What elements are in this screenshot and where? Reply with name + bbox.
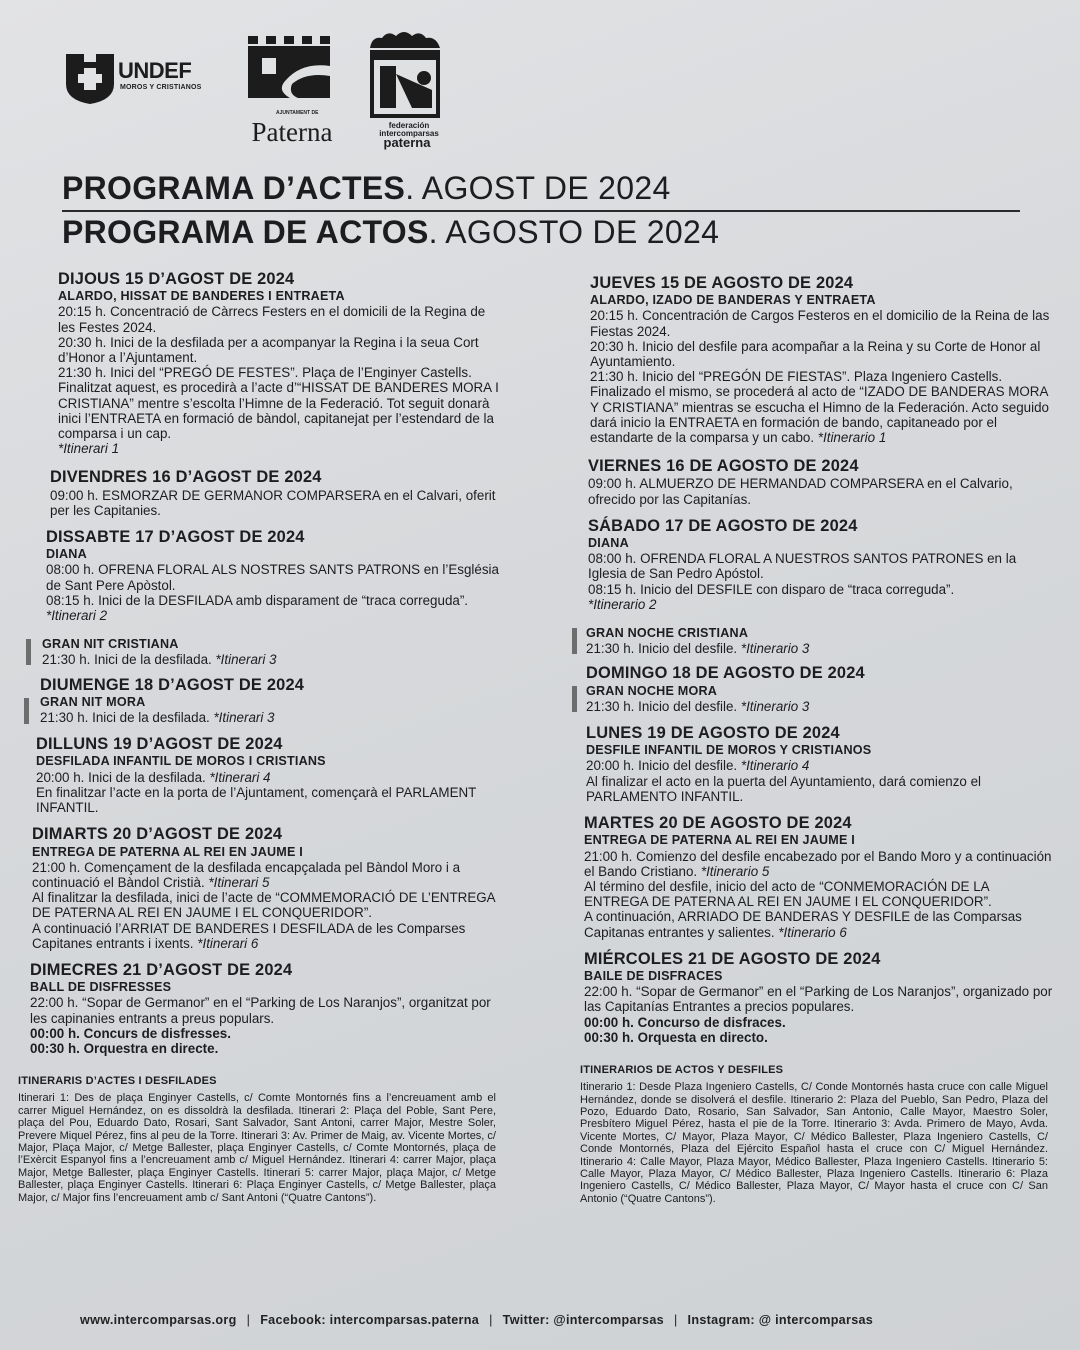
federacion-logo — [362, 28, 452, 148]
footer-social — [80, 1313, 1000, 1327]
footer-separator: | — [673, 1313, 678, 1327]
event-line: A continuació l’ARRIAT DE BANDERES I DESFILADA de les Comparses Capitanes entrants i ixents. — [32, 920, 466, 951]
itinerary-ref: *Itinerari 1 — [58, 441, 120, 457]
undef-logo — [62, 50, 212, 110]
day-block — [50, 470, 500, 518]
marker-bar — [572, 686, 577, 712]
event-line: En finalitzar l’acte en la porta de l’Ajuntament, començarà el PARLAMENT INFANTIL. — [36, 784, 477, 816]
event-line: 00:30 h. Orquestra en directe. — [30, 1040, 219, 1056]
event-line: 20:30 h. Inici de la desfilada per a acompanyar la Regina i la seua Cort d’Honor a l’Ajuntament. — [58, 334, 479, 366]
twitter-link[interactable]: Twitter: @intercomparsas — [502, 1313, 664, 1327]
event-line: 08:15 h. Inicio del DESFILE con disparo de “traca correguda”. — [588, 581, 955, 597]
itinerary-ref: *Itinerario 1 — [817, 430, 887, 446]
event-line: 21:30 h. Inici del “PREGÓ DE FESTES”. Plaça de l’Enginyer Castells. Finalitzat aquest, es procedirà a l’acte d’“HISSAT DE BANDERES MORA I CRISTIANA” mentre s’escolta l’Himne de la Federació. Tot seguit donarà inici l’ENTRAETA en formació de bàndol, capitanejat per l’estendard de la comparsa i un cap. — [58, 365, 499, 442]
title-castellano — [62, 214, 719, 251]
itinerary-section — [580, 1063, 1048, 1205]
title-divider — [62, 210, 1020, 212]
day-block — [46, 530, 500, 623]
day-block — [32, 827, 500, 951]
event-line: 09:00 h. ESMORZAR DE GERMANOR COMPARSERA en el Calvari, oferit per les Capitanies. — [50, 487, 496, 518]
event-line: Al finalitzar la desfilada, inici de l’acte de “COMMEMORACIÓ DE L’ENTREGA DE PATERNA AL REI EN JAUME I EL CONQUERIDOR”. — [32, 890, 495, 921]
event-line: 08:00 h. OFRENA FLORAL ALS NOSTRES SANTS PATRONS en l’Església de Sant Pere Apòstol. — [46, 562, 499, 593]
column-valenciano — [18, 270, 500, 1204]
title-valenciano-bold: PROGRAMA D’ACTES — [62, 170, 406, 206]
day-block — [40, 675, 500, 726]
day-subtitle: ENTREGA DE PATERNA AL REI EN JAUME I — [584, 833, 855, 848]
day-title: DOMINGO 18 DE AGOSTO DE 2024 — [586, 664, 865, 683]
logo-row — [62, 28, 482, 158]
event-line: 00:00 h. Concurs de disfresses. — [30, 1025, 231, 1041]
marker-bar — [26, 639, 31, 665]
day-title: DIVENDRES 16 D’AGOST DE 2024 — [50, 468, 322, 487]
day-block — [584, 949, 1054, 1045]
event-line: 20:15 h. Concentració de Càrrecs Festers en el domicili de la Regina de les Festes 2024. — [58, 304, 486, 335]
day-subtitle: GRAN NIT MORA — [40, 694, 146, 709]
itinerary-ref: *Itinerari 2 — [46, 608, 108, 624]
instagram-link[interactable]: Instagram: @ intercomparsas — [687, 1313, 874, 1327]
event-line: 09:00 h. ALMUERZO DE HERMANDAD COMPARSERA en el Calvario, ofrecido por las Capitanías. — [588, 476, 1013, 507]
day-block — [42, 637, 500, 667]
itinerary-ref: *Itinerario 3 — [740, 641, 810, 657]
day-title: DIMARTS 20 D’AGOST DE 2024 — [32, 825, 283, 844]
title-valenciano-rest: . AGOST DE 2024 — [405, 170, 671, 206]
castle-icon — [362, 28, 452, 120]
event-line: 20:00 h. Inicio del desfile. — [586, 758, 738, 774]
title-valenciano — [62, 170, 671, 207]
day-title: DIMECRES 21 D’AGOST DE 2024 — [30, 960, 293, 979]
federacion-line2: paterna — [383, 135, 431, 150]
day-subtitle: GRAN NIT CRISTIANA — [42, 637, 179, 652]
itinerary-ref: *Itinerari 6 — [197, 935, 259, 951]
footer-separator: | — [246, 1313, 251, 1327]
event-line: 21:30 h. Inici de la desfilada. — [42, 652, 212, 668]
itinerary-ref: *Itinerario 6 — [778, 924, 847, 940]
undef-shield-icon — [62, 50, 118, 106]
column-castellano — [580, 274, 1054, 1205]
ayuntamiento-name: Paterna — [251, 117, 333, 147]
day-subtitle: BAILE DE DISFRACES — [584, 968, 723, 983]
tower-icon — [232, 28, 352, 110]
day-title: DILLUNS 19 D’AGOST DE 2024 — [36, 735, 283, 754]
day-block — [30, 960, 500, 1056]
itinerary-ref: *Itinerari 3 — [213, 710, 275, 726]
itinerary-heading: ITINERARIOS DE ACTOS Y DESFILES — [580, 1063, 784, 1076]
day-block — [584, 816, 1054, 940]
event-line: 20:15 h. Concentración de Cargos Festeros en el domicilio de la Reina de las Fiestas 2024. — [590, 308, 1050, 339]
footer-separator: | — [489, 1313, 493, 1327]
day-title: MIÉRCOLES 21 DE AGOSTO DE 2024 — [584, 949, 881, 968]
day-subtitle: ALARDO, HISSAT DE BANDERES I ENTRAETA — [58, 289, 345, 304]
event-line: 21:30 h. Inici de la desfilada. — [40, 710, 210, 726]
marker-bar — [572, 628, 577, 654]
event-line: 22:00 h. “Sopar de Germanor” en el “Parking de Los Naranjos”, organizado por las Capitanías Entrantes a precios populares. — [584, 984, 1053, 1015]
undef-name: UNDEF — [118, 58, 192, 83]
event-line: Al término del desfile, inicio del acto de “CONMEMORACIÓN DE LA ENTREGA DE PATERNA AL REI EN JAUME I EL CONQUERIDOR”. — [584, 878, 992, 910]
day-subtitle: ENTREGA DE PATERNA AL REI EN JAUME I — [32, 844, 303, 859]
website-link[interactable]: www.intercomparsas.org — [80, 1313, 237, 1327]
itinerary-heading: ITINERARIS D’ACTES I DESFILADES — [18, 1075, 217, 1088]
day-subtitle: GRAN NOCHE CRISTIANA — [586, 626, 749, 641]
day-block — [36, 737, 500, 815]
itinerary-ref: *Itinerario 4 — [740, 758, 810, 774]
day-subtitle: GRAN NOCHE MORA — [586, 683, 718, 698]
day-title: MARTES 20 DE AGOSTO DE 2024 — [584, 814, 852, 833]
event-line: 21:00 h. Comienzo del desfile encabezado por el Bando Moro y a continuación el Bando Cristiano. — [584, 848, 1052, 879]
event-line: 08:00 h. OFRENDA FLORAL A NUESTROS SANTOS PATRONES en la Iglesia de San Pedro Apóstol. — [588, 551, 1017, 582]
itinerary-section — [18, 1074, 496, 1204]
event-line: 08:15 h. Inici de la DESFILADA amb disparament de “traca correguda”. — [46, 592, 469, 608]
day-title: DIJOUS 15 D’AGOST DE 2024 — [58, 270, 295, 288]
day-title: DISSABTE 17 D’AGOST DE 2024 — [46, 528, 305, 547]
event-line: 20:30 h. Inicio del desfile para acompañar a la Reina y su Corte de Honor al Ayuntamiento. — [590, 338, 1041, 370]
event-line: 21:30 h. Inicio del desfile. — [586, 698, 738, 714]
federacion-line1: federación intercomparsas — [379, 121, 439, 138]
day-block — [586, 726, 1054, 804]
day-subtitle: ALARDO, IZADO DE BANDERAS Y ENTRAETA — [590, 293, 876, 308]
itinerary-ref: *Itinerari 3 — [215, 652, 277, 668]
day-title: SÁBADO 17 DE AGOSTO DE 2024 — [588, 516, 858, 535]
itinerary-ref: *Itinerari 4 — [209, 769, 271, 785]
day-title: JUEVES 15 DE AGOSTO DE 2024 — [590, 274, 854, 292]
day-block — [590, 276, 1054, 445]
itinerary-text: Itinerario 1: Desde Plaza Ingeniero Castells, C/ Conde Montornés hasta cruce con calle Miguel Hernández, donde se disolverá el desfile. Itinerario 2: Plaza del Pueblo, San Pedro, Plaza del Pozo, Eduardo Dato, Rosario, San Salvador, San Antonio, Calle Mayor, Maestro Soler, Presbítero Miguel Pérez, hasta el pie de la Torre. Itinerario 3: Avda. Primero de Mayo, Avda. Vicente Mortes, C/ Mayor, Plaza Mayor, C/ Médico Ballester, Plaza Ingeniero Castells, C/ Conde Montornés, Plaza del Ejército Español hasta el cruce con C/ Miguel Hernández. Itinerario 4: Calle Mayor, Plaza Mayor, Médico Ballester, Plaza Ingeniero Castells. Itinerario 5: Calle Mayor, Plaza Mayor, C/ Médico Ballester, Plaza Ingeniero Castells. Itinerario 6: Plaza Ingeniero Castells, C/ Médico Ballester, Plaza Mayor, C/ Mayor hasta el cruce con C/ San Antonio (“Quatre Cantons”). — [580, 1081, 1048, 1205]
ayuntamiento-label: AJUNTAMENT DE — [276, 110, 319, 116]
day-block — [588, 516, 1054, 612]
event-line: 22:00 h. “Sopar de Germanor” en el “Parking de Los Naranjos”, organitzat por les capinanies entrants a preus populars. — [30, 995, 491, 1026]
itinerary-ref: *Itinerario 5 — [700, 863, 770, 879]
event-line: 00:00 h. Concurso de disfraces. — [584, 1014, 786, 1030]
itinerary-ref: *Itinerario 3 — [740, 698, 810, 714]
day-block — [588, 459, 1054, 507]
title-castellano-bold: PROGRAMA DE ACTOS — [62, 214, 429, 250]
event-line: A continuación, ARRIADO DE BANDERAS Y DESFILE de las Comparsas Capitanas entrantes y salientes. — [584, 909, 1022, 940]
event-line: 21:30 h. Inicio del desfile. — [586, 641, 738, 657]
event-line: Al finalizar el acto en la puerta del Ayuntamiento, dará comienzo el PARLAMENTO INFANTIL. — [586, 773, 982, 804]
event-line: 00:30 h. Orquesta en directo. — [584, 1029, 768, 1045]
event-line: 21:00 h. Començament de la desfilada encapçalada pel Bàndol Moro i a continuació el Bàndol Cristià. — [32, 859, 461, 890]
day-title: LUNES 19 DE AGOSTO DE 2024 — [586, 724, 840, 743]
day-subtitle: DESFILADA INFANTIL DE MOROS I CRISTIANS — [36, 754, 326, 769]
day-block — [58, 272, 500, 456]
title-castellano-rest: . AGOSTO DE 2024 — [428, 214, 720, 250]
event-line: 21:30 h. Inicio del “PREGÓN DE FIESTAS”. Plaza Ingeniero Castells. Finalizado el mismo, se procederá al acto de “IZADO DE BANDERAS MORA Y CRISTIANA” mientras se escucha el Himno de la Federación. Acto seguido dará inicio la ENTRAETA en formación de bando, capitaneado por el estandarte de la comparsa y un cabo. — [590, 369, 1049, 446]
day-block — [586, 626, 1054, 656]
undef-subtitle: MOROS Y CRISTIANOS — [120, 84, 202, 91]
day-subtitle: DIANA — [46, 547, 87, 562]
event-line: 20:00 h. Inici de la desfilada. — [36, 769, 206, 785]
day-subtitle: DIANA — [588, 536, 629, 551]
itinerary-text: Itinerari 1: Des de plaça Enginyer Castells, c/ Comte Montornés fins a l’encreuament amb el carrer Miguel Hernández, on es dissoldrà la desfilada. Itinerari 2: Plaça del Poble, Sant Pere, plaça del Pou, Eduardo Dato, Rosari, Sant Salvador, Sant Antoni, carrer Major, Mestre Soler, Prevere Miquel Pérez, fins al peu de la Torre. Itinerari 3: Av. Primer de Maig, av. Vicente Mortes, c/ Major, Plaça Major, c/ Metge Ballester, plaça Enginyer Castells, c/ Comte Montornés, plaça de l’Exèrcit Espanyol fins a l’encreuament amb c/ Miguel Hernández. Itinerari 4: carrer Major, plaça Major, Metge Ballester, plaça Enginyer Castells. Itinerari 5: carrer Major, plaça Major, c/ Metge Ballester, plaça Enginyer Castells. Itinerari 6: Plaça Enginyer Castells, c/ Metge Ballester, plaça Major, c/ Major fins l’encreuament amb c/ Sant Antoni (“Quatre Cantons”). — [18, 1092, 496, 1204]
facebook-link[interactable]: Facebook: intercomparsas.paterna — [260, 1313, 480, 1327]
itinerary-ref: *Itinerario 2 — [588, 596, 657, 612]
day-title: VIERNES 16 DE AGOSTO DE 2024 — [588, 457, 859, 476]
day-subtitle: DESFILE INFANTIL DE MOROS Y CRISTIANOS — [586, 743, 872, 758]
marker-bar — [24, 698, 29, 724]
day-subtitle: BALL DE DISFRESSES — [30, 980, 172, 995]
ayuntamiento-logo — [232, 28, 352, 148]
day-block — [586, 666, 1054, 714]
itinerary-ref: *Itinerari 5 — [208, 874, 270, 890]
day-title: DIUMENGE 18 D’AGOST DE 2024 — [40, 675, 305, 694]
